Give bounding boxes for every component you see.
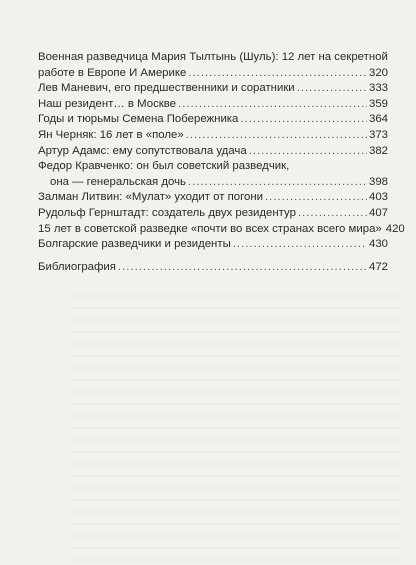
toc-page-number: 398 [368, 175, 388, 188]
leader-dots [188, 66, 367, 82]
leader-dots [188, 175, 367, 191]
toc-entry-title-line: Военная разведчица Мария Тылтынь (Шуль): 12 лет на секретной [38, 51, 388, 63]
toc-page-number: 430 [368, 238, 388, 251]
toc-entry-title-line: Годы и тюрьмы Семена Побережника [38, 113, 239, 126]
toc-entry [38, 128, 388, 144]
toc-entry-title-line: Библиография [38, 260, 116, 273]
toc-entry [38, 144, 388, 160]
toc-entry-title-line: Лев Маневич, его предшественники и соратники [38, 82, 295, 95]
toc-entry-title-line: работе в Европе И Америке [38, 66, 187, 79]
leader-dots [240, 112, 367, 128]
toc-page-number: 382 [368, 144, 388, 157]
toc-entry-title-line: Наш резидент… в Москве [38, 97, 177, 110]
toc-entry-title-line: Болгарские разведчики и резиденты [38, 238, 231, 251]
toc-page-number: 359 [368, 97, 388, 110]
leader-dots [298, 206, 367, 222]
leader-dots [265, 190, 367, 206]
toc-entry-title-line: Рудольф Гернштадт: создатель двух резидентур [38, 206, 296, 219]
leader-dots [297, 81, 367, 97]
toc-page-number: 320 [368, 66, 388, 79]
toc-entry [38, 206, 388, 222]
toc-entry [38, 190, 388, 206]
toc-entry [38, 237, 388, 253]
leader-dots [233, 237, 367, 253]
toc-entry-title-line: 15 лет в советской разведке «почти во всех странах всего мира» [38, 222, 382, 235]
toc-entry [38, 112, 388, 128]
toc-page-number: 364 [368, 113, 388, 126]
toc-entry-bibliography [38, 260, 388, 276]
toc-page-number: 472 [368, 260, 388, 273]
toc-page-number: 407 [368, 206, 388, 219]
toc-page-number: 403 [368, 191, 388, 204]
toc-page-number: 420 [385, 222, 405, 235]
table-of-contents [38, 50, 405, 275]
toc-entry-title-line: она — генеральская дочь [50, 175, 186, 188]
leader-dots [186, 128, 367, 144]
leader-dots [118, 260, 367, 276]
leader-dots [178, 97, 367, 113]
toc-entry [38, 97, 388, 113]
toc-entry [38, 159, 388, 190]
toc-entry [38, 50, 388, 81]
leader-dots [249, 144, 367, 160]
toc-page-number: 333 [368, 82, 388, 95]
toc-entry-title-line: Артур Адамс: ему сопутствовала удача [38, 144, 247, 157]
toc-page-number: 373 [368, 128, 388, 141]
toc-entry [38, 222, 405, 238]
toc-entry [38, 81, 388, 97]
toc-entry-title-line: Ян Черняк: 16 лет в «поле» [38, 128, 184, 141]
bleed-through-text [70, 285, 400, 565]
toc-entry-title-line: Залман Литвин: «Мулат» уходит от погони [38, 191, 264, 204]
toc-entry-title-line: Федор Кравченко: он был советский разведчик, [38, 160, 290, 173]
